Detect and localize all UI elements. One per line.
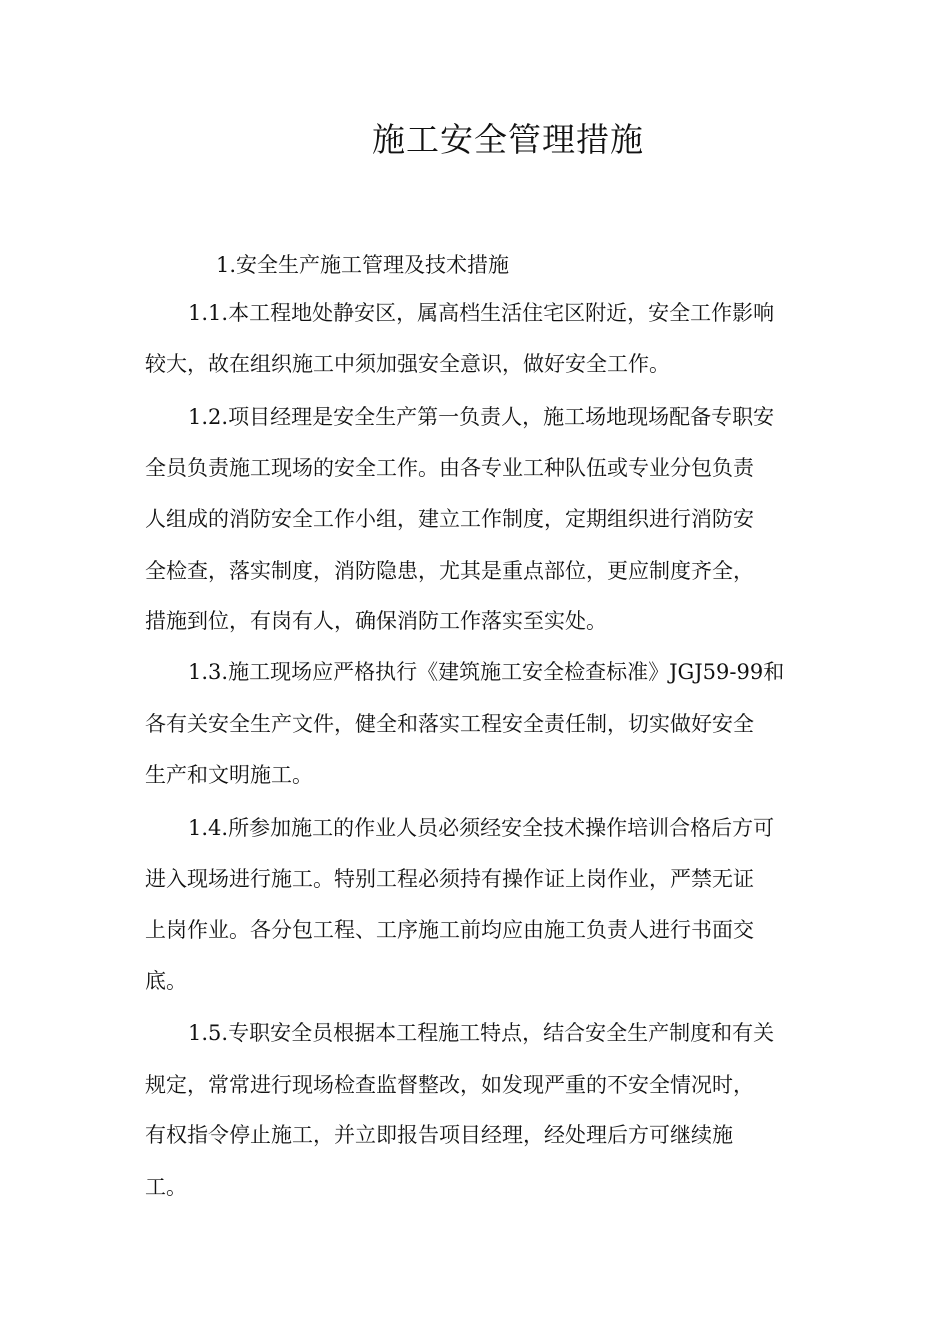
paragraph-line: 1.3.施工现场应严格执行《建筑施工安全检查标准》JGJ59-99和 bbox=[188, 660, 785, 684]
paragraph-line: 较大，故在组织施工中须加强安全意识，做好安全工作。 bbox=[145, 352, 670, 376]
paragraph-line: 全员负责施工现场的安全工作。由各专业工种队伍或专业分包负责 bbox=[145, 456, 754, 480]
paragraph-line: 措施到位，有岗有人，确保消防工作落实至实处。 bbox=[145, 609, 607, 633]
paragraph-line: 进入现场进行施工。特别工程必须持有操作证上岗作业，严禁无证 bbox=[145, 867, 754, 891]
document-title: 施工安全管理措施 bbox=[372, 120, 644, 159]
paragraph-line: 有权指令停止施工，并立即报告项目经理，经处理后方可继续施 bbox=[145, 1123, 733, 1147]
paragraph-line: 底。 bbox=[145, 969, 187, 993]
paragraph-line: 工。 bbox=[145, 1175, 187, 1199]
paragraph-line: 上岗作业。各分包工程、工序施工前均应由施工负责人进行书面交 bbox=[145, 918, 754, 942]
paragraph-line: 全检查，落实制度，消防隐患，尤其是重点部位，更应制度齐全， bbox=[145, 559, 754, 583]
paragraph-line: 人组成的消防安全工作小组，建立工作制度，定期组织进行消防安 bbox=[145, 507, 754, 531]
section-heading: 1.安全生产施工管理及技术措施 bbox=[216, 253, 510, 277]
paragraph-line: 各有关安全生产文件，健全和落实工程安全责任制，切实做好安全 bbox=[145, 712, 754, 736]
paragraph-line: 1.1.本工程地处静安区，属高档生活住宅区附近，安全工作影响 bbox=[188, 301, 775, 325]
paragraph-line: 1.2.项目经理是安全生产第一负责人，施工场地现场配备专职安 bbox=[188, 405, 775, 429]
paragraph-line: 规定，常常进行现场检查监督整改，如发现严重的不安全情况时， bbox=[145, 1073, 754, 1097]
paragraph-line: 1.5.专职安全员根据本工程施工特点，结合安全生产制度和有关 bbox=[188, 1021, 775, 1045]
paragraph-line: 1.4.所参加施工的作业人员必须经安全技术操作培训合格后方可 bbox=[188, 816, 775, 840]
paragraph-line: 生产和文明施工。 bbox=[145, 763, 313, 787]
